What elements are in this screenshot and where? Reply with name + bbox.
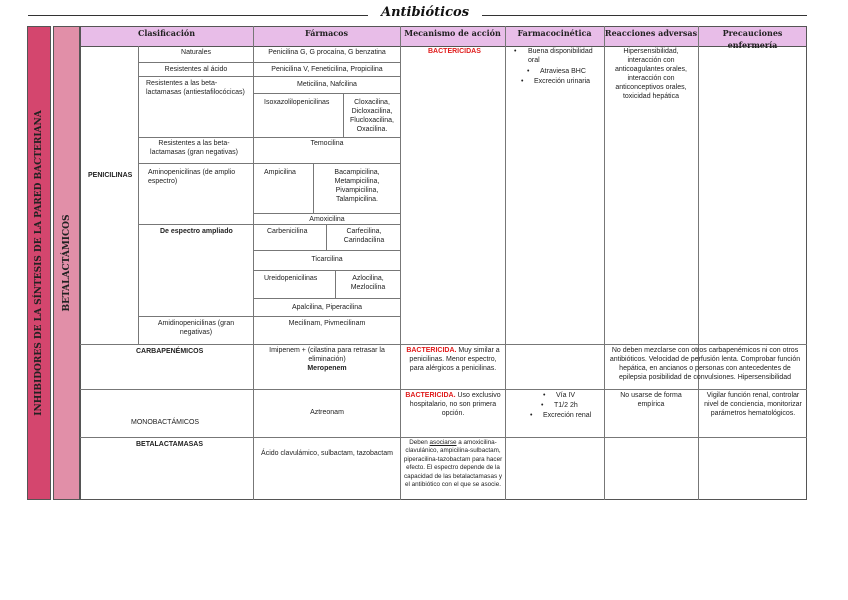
row-line <box>138 163 400 164</box>
monobactamicos-mec-text: Uso exclusivo hospitalario, no son primera opción. <box>409 392 501 417</box>
naturales-label: Naturales <box>181 49 211 56</box>
row-line <box>138 224 400 225</box>
col-line <box>326 224 327 250</box>
monobactamicos-farmaco-bullet-3: • <box>530 412 533 419</box>
penicilinas-farmaco-bullet-3: • <box>521 78 524 85</box>
aminopenicilinas-left: Ampicilina <box>264 169 296 176</box>
penicilinas-farmaco-3: Excreción urinaria <box>534 78 591 85</box>
header-clasificacion: Clasificación <box>137 28 196 38</box>
penicilinas-reacciones: Hipersensibilidad, interacción con anticoagulantes orales, interacción con anticonceptivos orales, toxicidad hepática <box>615 48 687 100</box>
col-line <box>604 26 605 500</box>
aminopenicilinas-right: Bacampicilina, Metampicilina, Pivampicilina, Talampicilina. <box>334 169 380 203</box>
row-line <box>138 62 400 63</box>
monobactamicos-farmaco-1: Vía IV <box>556 392 576 399</box>
naturales-drugs: Penicilina G, G procaína, G benzatina <box>268 49 386 56</box>
row-line <box>253 270 400 271</box>
espectro-ampliado-label: De espectro ampliado <box>160 228 233 235</box>
title-rule-left <box>28 15 368 16</box>
resistentes-acido-label: Resistentes al ácido <box>164 66 228 73</box>
header-mecanismo: Mecanismo de acción <box>404 28 501 38</box>
col-line <box>335 270 336 298</box>
betalactamasas-drugs: Ácido clavulámico, sulbactam, tazobactam <box>261 450 393 457</box>
monobactamicos-label: MONOBACTÁMICOS <box>131 419 200 426</box>
carbapenemicos-notes: No deben mezclarse con otros carbapenémicos ni con otros antibióticos. Velocidad de perfusión lenta. Comprobar función hepática, en ancianos o personas con antecedentes de epilepsia posibilidad de convulsiones. Hipersensibilidad <box>609 347 801 381</box>
aminopenicilinas-bottom: Amoxicilina <box>309 216 345 223</box>
title-rule-right <box>482 15 807 16</box>
category-band-betalactamicos <box>53 26 80 500</box>
monobactamicos-farmaco-bullet-2: • <box>541 402 544 409</box>
col-line <box>253 26 254 500</box>
header-precauciones: Precauciones enfermería <box>722 28 783 50</box>
col-line <box>698 26 699 500</box>
row-line <box>80 437 807 438</box>
resistentes-beta-label: Resistentes a las beta-lactamasas (antiestafilocócicas) <box>146 80 245 96</box>
carbapenemicos-label: CARBAPENÉMICOS <box>136 348 204 355</box>
penicilinas-farmaco-1: Buena disponibilidad oral <box>528 48 593 64</box>
betalactamasas-mec-a: Deben <box>409 439 430 446</box>
monobactamicos-drugs: Aztreonam <box>310 409 344 416</box>
betalactamasas-mec-u: asociarse <box>429 439 457 446</box>
category-band-inhibidores <box>27 26 51 500</box>
header-reacciones: Reacciones adversas <box>604 28 698 38</box>
row-line <box>138 316 400 317</box>
aminopenicilinas-label: Aminopenicilinas (de amplio espectro) <box>148 169 236 185</box>
carbapenemicos-drugs-2: Meropenem <box>307 365 347 372</box>
betalactamasas-mecanismo <box>402 439 504 489</box>
espectro-ampliado-r3-left: Ureidopenicilinas <box>264 275 318 282</box>
carbapenemicos-mec-red: BACTERICIDA. <box>406 347 457 354</box>
row-line <box>138 137 400 138</box>
carbapenemicos-mecanismo <box>403 346 503 373</box>
carbapenemicos-mec-text: Muy similar a penicilinas. Menor espectro, para alérgicos a penicilinas. <box>409 347 500 372</box>
category-label-betalactamicos: BETALACTÁMICOS <box>61 214 72 312</box>
col-line <box>400 26 401 500</box>
col-line <box>505 26 506 500</box>
penicilinas-label: PENICILINAS <box>88 172 133 179</box>
monobactamicos-farmaco-2: T1/2 2h <box>554 402 578 409</box>
espectro-ampliado-r2: Ticarcilina <box>311 256 343 263</box>
betalactamasas-label: BETALACTAMASAS <box>136 441 204 448</box>
col-line <box>138 46 139 344</box>
page-title: Antibióticos <box>380 5 470 20</box>
monobactamicos-farmaco-bullet-1: • <box>543 392 546 399</box>
row-line <box>253 298 400 299</box>
espectro-ampliado-r3-right: Azlocilina, Mezlocilina <box>350 275 386 291</box>
penicilinas-mecanismo: BACTERICIDAS <box>428 48 481 55</box>
col-line <box>313 163 314 213</box>
monobactamicos-reacciones: No usarse de forma empírica <box>620 392 682 408</box>
header-farmacos: Fármacos <box>305 28 348 38</box>
espectro-ampliado-r1-right: Carfecilina, Carindacilina <box>343 228 385 244</box>
monobactamicos-farmaco-3: Excreción renal <box>543 412 592 419</box>
espectro-ampliado-r1-left: Carbenicilina <box>267 228 308 235</box>
row-line <box>253 213 400 214</box>
amidino-label: Amidinopenicilinas (gran negativas) <box>157 320 235 336</box>
category-label-inhibidores: INHIBIDORES DE LA SÍNTESIS DE LA PARED BACTERIANA <box>34 110 44 416</box>
resistentes-gram-drugs: Temocilina <box>310 140 344 147</box>
penicilinas-farmaco-2: Atraviesa BHC <box>540 68 586 75</box>
resistentes-acido-drugs: Penicilina V, Feneticilina, Propicilina <box>271 66 383 73</box>
header-farmacocinetica: Farmacocinética <box>517 28 592 38</box>
col-line <box>343 93 344 137</box>
row-line <box>80 344 807 345</box>
isoxazolilo-drugs: Cloxacilina, Dicloxacilina, Flucloxacilina, Oxacilina. <box>350 99 394 133</box>
penicilinas-farmaco-bullet-2: • <box>527 68 530 75</box>
espectro-ampliado-r4: Apalcilina, Piperacilina <box>291 304 363 311</box>
row-line <box>253 250 400 251</box>
carbapenemicos-drugs-1: Imipenem + (cilastina para retrasar la eliminación) <box>269 347 385 363</box>
penicilinas-farmaco-bullet-1: • <box>514 48 517 55</box>
row-line <box>253 93 400 94</box>
row-line <box>138 76 400 77</box>
monobactamicos-mec-red: BACTERICIDA. <box>405 392 456 399</box>
monobactamicos-precauciones: Vigilar función renal, controlar nivel de conciencia, monitorizar parámetros hematológicos. <box>704 392 802 417</box>
amidino-drugs: Mecilinam, Pivmecilinam <box>288 320 366 327</box>
row-line <box>80 389 807 390</box>
betalactamasas-mec-b: a amoxicilina-clavulánico, ampicilina-sulbactam, piperacilina-tazobactam para hacer efecto. El espectro depende de la capacidad de las betalactamasas y el antibiótico con el que se asocie. <box>403 439 503 489</box>
resistentes-gram-label: Resistentes a las beta-lactamasas (gran negativas) <box>150 140 238 156</box>
resistentes-beta-drugs: Meticilina, Nafcilina <box>297 81 357 88</box>
monobactamicos-mecanismo <box>403 391 503 418</box>
isoxazolilo-label: Isoxazolilopenicilinas <box>264 99 330 106</box>
